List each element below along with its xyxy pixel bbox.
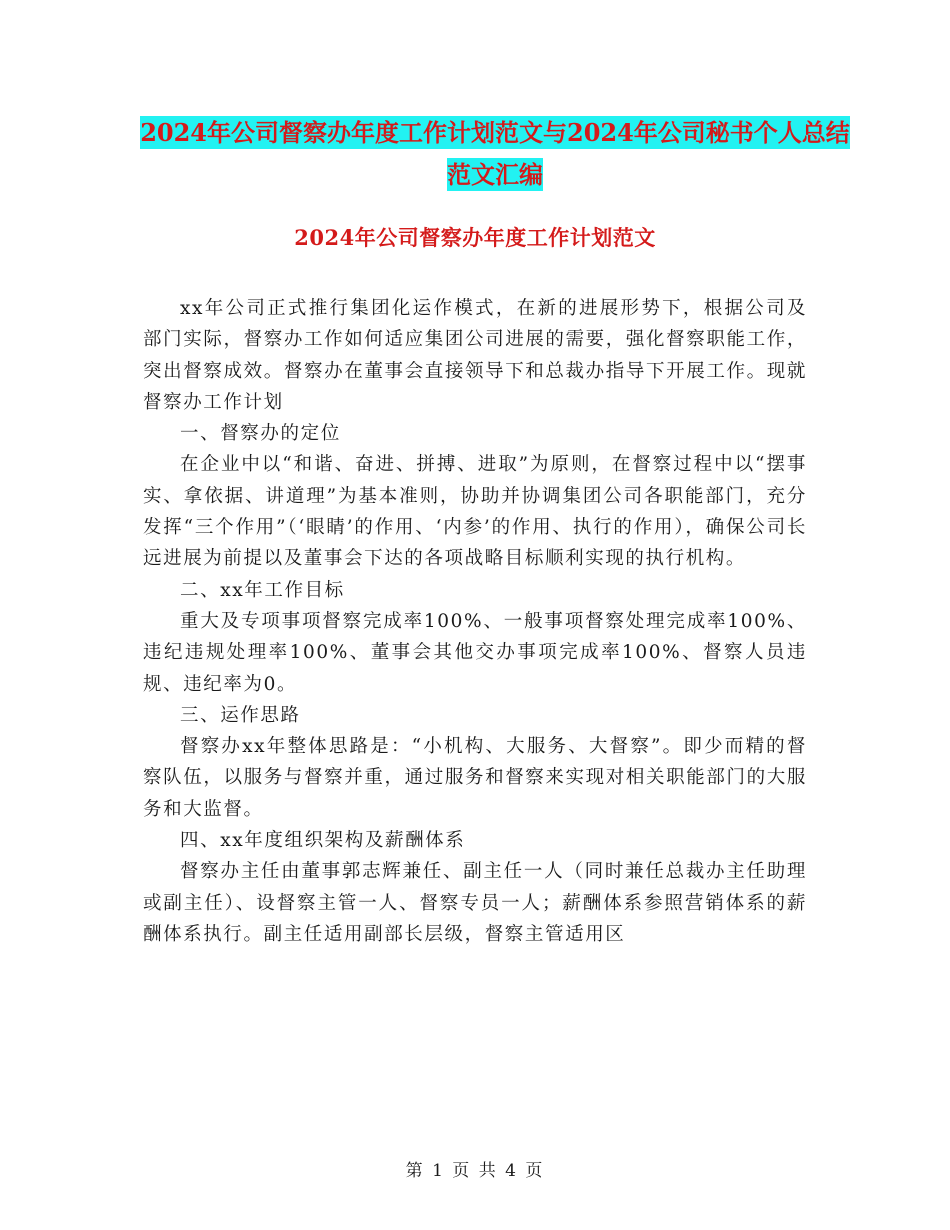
paragraph-organization: 督察办主任由董事郭志辉兼任、副主任一人（同时兼任总裁办主任助理或副主任）、设督察主管一人、督察专员一人；薪酬体系参照营销体系的薪酬体系执行。副主任适用副部长层级，督察主管适用区 (143, 861, 807, 945)
section-title: 2024年公司督察办年度工作计划范文 (294, 225, 656, 250)
document-title (140, 112, 850, 196)
paragraph-approach: 督察办xx年整体思路是：“小机构、大服务、大督察”。即少而精的督察队伍，以服务与督察并重，通过服务和督察来实现对相关职能部门的大服务和大监督。 (143, 736, 807, 820)
paragraph-positioning: 在企业中以“和谐、奋进、拼搏、进取”为原则，在督察过程中以“摆事实、拿依据、讲道理”为基本准则，协助并协调集团公司各职能部门，充分发挥“三个作用”（‘眼睛’的作用、‘内参’的作用、执行的作用），确保公司长远进展为前提以及董事会下达的各项战略目标顺利实现的执行机构。 (143, 454, 807, 570)
paragraph-goals: 重大及专项事项督察完成率100%、一般事项督察处理完成率100%、违纪违规处理率100%、董事会其他交办事项完成率100%、督察人员违规、违纪率为0。 (143, 610, 807, 695)
document-body (143, 293, 807, 950)
heading-positioning: 一、督察办的定位 (180, 423, 341, 445)
paragraph-intro: xx年公司正式推行集团化运作模式，在新的进展形势下，根据公司及部门实际，督察办工作如何适应集团公司进展的需要，强化督察职能工作，突出督察成效。督察办在董事会直接领导下和总裁办指导下开展工作。现就督察办工作计划 (143, 298, 807, 413)
heading-approach: 三、运作思路 (180, 704, 301, 726)
page-footer: 第 1 页 共 4 页 (405, 1161, 545, 1181)
document-title-highlight: 2024年公司督察办年度工作计划范文与2024年公司秘书个人总结范文汇编 (140, 118, 850, 189)
heading-goals: 二、xx年工作目标 (180, 579, 345, 601)
heading-organization: 四、xx年度组织架构及薪酬体系 (180, 830, 466, 852)
